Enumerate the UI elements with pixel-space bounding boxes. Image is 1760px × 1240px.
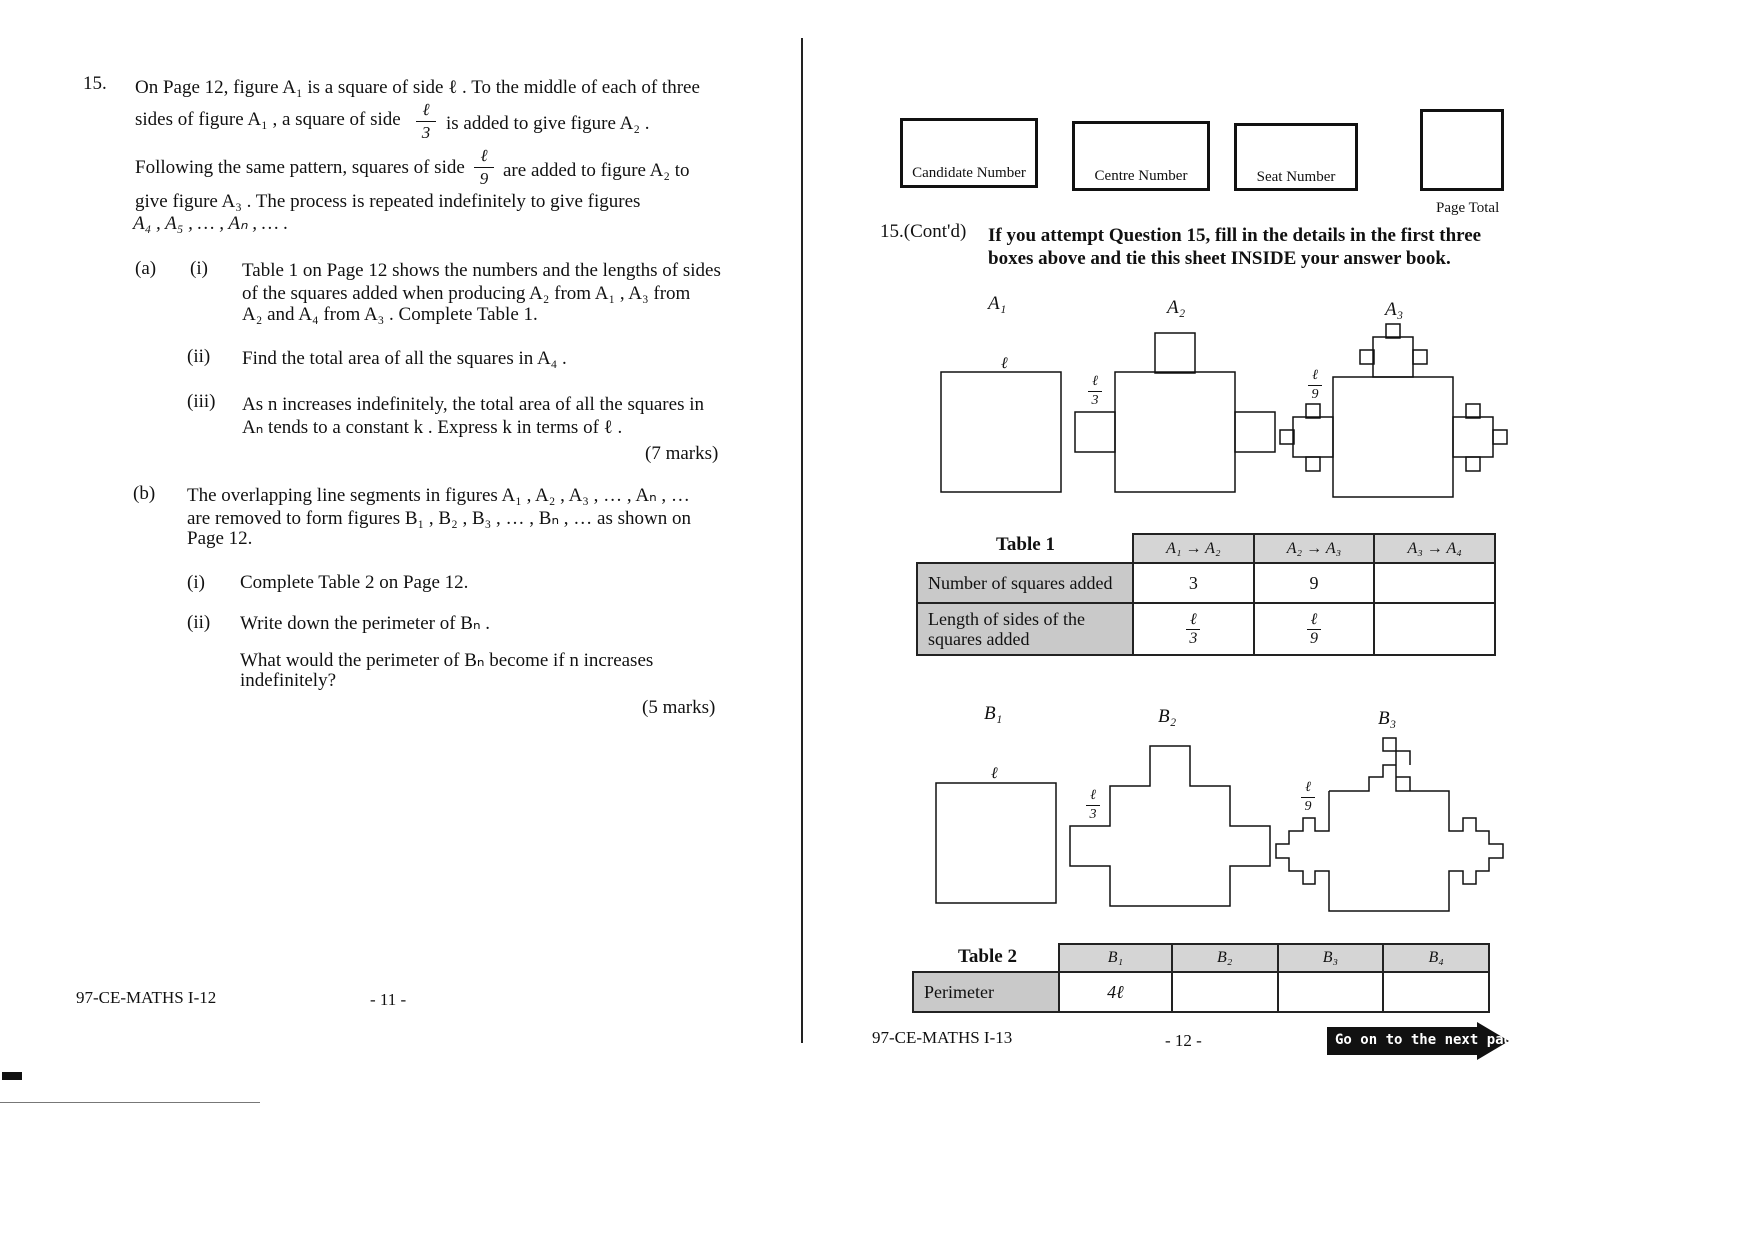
label-b1: B₁ [984, 703, 1003, 724]
scan-mark [2, 1072, 22, 1080]
centre-number-box[interactable] [1072, 121, 1210, 191]
instruction-line-1: If you attempt Question 15, fill in the details in the first three [988, 225, 1482, 246]
part-b-ii-line-2: What would the perimeter of Bₙ become if n increases [240, 650, 654, 671]
page-total-box[interactable] [1420, 109, 1504, 191]
intro-line-3a: Following the same pattern, squares of side [135, 157, 465, 178]
figure-a1-square [941, 372, 1061, 492]
table2-header-2: B₂ [1172, 944, 1278, 972]
part-b-ii-line-3: indefinitely? [240, 670, 337, 691]
footer-code-left: 97-CE-MATHS I-12 [76, 988, 217, 1007]
table1-cell-r2c1: ℓ 3 [1133, 603, 1254, 655]
table-2 [912, 943, 1490, 1013]
cont-label: 15.(Cont'd) [880, 221, 967, 242]
table2-cell-3[interactable] [1278, 972, 1384, 1012]
intro-line-5: A₄ , A₅ , … , Aₙ , … . [133, 213, 289, 234]
figure-a2-left-square [1075, 412, 1115, 452]
fraction-l-over-3: ℓ 3 [416, 100, 436, 143]
part-a-i-line-3: A₂ and A₄ from A₃ . Complete Table 1. [242, 304, 538, 325]
figure-a2-square [1115, 372, 1235, 492]
intro-line-2a: sides of figure A₁ , a square of side [135, 109, 401, 130]
figure-b3-outline [1276, 738, 1503, 911]
table2-header-1: B₁ [1059, 944, 1172, 972]
part-b-marks: (5 marks) [642, 697, 716, 718]
part-b-line-3: Page 12. [187, 528, 253, 549]
part-b-ii-label: (ii) [187, 612, 211, 633]
label-a3: A₃ [1385, 299, 1404, 320]
figures-b-diagram [925, 730, 1515, 920]
table2-title: Table 2 [958, 946, 1017, 967]
part-b-label: (b) [133, 483, 156, 504]
page-divider [801, 38, 803, 1043]
seat-number-box[interactable] [1234, 123, 1358, 191]
table1-cell-r1c2: 9 [1254, 563, 1375, 603]
table2-cell-1: 4ℓ [1059, 972, 1172, 1012]
table1-title: Table 1 [996, 534, 1055, 555]
table1-header-2: A₂ → A₃ [1254, 534, 1375, 563]
intro-line-2b: is added to give figure A₂ . [446, 113, 650, 134]
table1-header-3: A₃ → A₄ [1374, 534, 1495, 563]
part-b-i-label: (i) [187, 572, 205, 593]
part-a-marks: (7 marks) [645, 443, 719, 464]
label-a2: A₂ [1167, 297, 1186, 318]
part-a-iii-line-1: As n increases indefinitely, the total area of all the squares in [242, 394, 704, 415]
part-a-i-label: (i) [190, 258, 208, 279]
fraction-b2-side: ℓ 3 [1086, 788, 1100, 823]
page-number-right: - 12 - [1165, 1031, 1202, 1050]
side-label-a1: ℓ [1001, 355, 1008, 372]
table1-cell-r1c3[interactable] [1374, 563, 1495, 603]
page-total-label: Page Total [1436, 200, 1500, 216]
candidate-number-box[interactable] [900, 118, 1038, 188]
table1-cell-r2c2: ℓ 9 [1254, 603, 1375, 655]
page-number-left: - 11 - [370, 990, 407, 1009]
intro-line-3b: are added to figure A₂ to [503, 160, 690, 181]
figure-a3-square [1333, 377, 1453, 497]
label-b2: B₂ [1158, 706, 1177, 727]
table1-row1-label: Number of squares added [917, 563, 1133, 603]
part-b-line-1: The overlapping line segments in figures A₁ , A₂ , A₃ , … , Aₙ , … [187, 485, 690, 506]
figure-a2-top-square [1155, 333, 1195, 373]
footer-code-right: 97-CE-MATHS I-13 [872, 1028, 1013, 1047]
part-b-i-text: Complete Table 2 on Page 12. [240, 572, 469, 593]
table2-header-4: B₄ [1383, 944, 1489, 972]
table2-cell-4[interactable] [1383, 972, 1489, 1012]
figure-a2-right-square [1235, 412, 1275, 452]
part-a-ii-text: Find the total area of all the squares in A₄ . [242, 348, 567, 369]
part-a-label: (a) [135, 258, 157, 279]
table1-cell-r2c3[interactable] [1374, 603, 1495, 655]
part-a-ii-label: (ii) [187, 346, 211, 367]
figure-b1-square [936, 783, 1056, 903]
intro-line-1: On Page 12, figure A₁ is a square of side ℓ . To the middle of each of three [135, 77, 700, 98]
part-a-iii-line-2: Aₙ tends to a constant k . Express k in terms of ℓ . [242, 417, 623, 438]
table1-header-1: A₁ → A₂ [1133, 534, 1254, 563]
table1-cell-r1c1: 3 [1133, 563, 1254, 603]
table2-row-label: Perimeter [913, 972, 1059, 1012]
fraction-a3-side: ℓ 9 [1308, 368, 1322, 403]
question-number: 15. [83, 73, 107, 94]
next-page-label[interactable]: Go on to the next page [1335, 1032, 1521, 1048]
intro-line-4: give figure A₃ . The process is repeated indefinitely to give figures [135, 191, 641, 212]
fraction-l-over-9: ℓ 9 [474, 146, 494, 189]
part-a-i-line-2: of the squares added when producing A₂ from A₁ , A₃ from [242, 283, 691, 304]
label-a1: A₁ [988, 293, 1007, 314]
table2-header-3: B₃ [1278, 944, 1384, 972]
table2-cell-2[interactable] [1172, 972, 1278, 1012]
table1-row2-label: Length of sides of the squares added [917, 603, 1133, 655]
scan-edge-line [0, 1102, 260, 1103]
side-label-b1: ℓ [991, 765, 998, 782]
centre-number-label: Centre Number [1094, 168, 1188, 184]
figure-b2-outline [1070, 746, 1270, 906]
part-a-i-line-1: Table 1 on Page 12 shows the numbers and the lengths of sides [242, 260, 721, 281]
label-b3: B₃ [1378, 708, 1397, 729]
instruction-line-2: boxes above and tie this sheet INSIDE your answer book. [988, 248, 1451, 269]
fraction-b3-side: ℓ 9 [1301, 780, 1315, 815]
part-a-iii-label: (iii) [187, 391, 216, 412]
candidate-number-label: Candidate Number [912, 165, 1026, 181]
figures-a-diagram [930, 320, 1530, 510]
part-b-line-2: are removed to form figures B₁ , B₂ , B₃ , … , Bₙ , … as shown on [187, 508, 691, 529]
part-b-ii-text: Write down the perimeter of Bₙ . [240, 613, 491, 634]
fraction-a2-side: ℓ 3 [1088, 374, 1102, 409]
seat-number-label: Seat Number [1256, 169, 1336, 185]
table-1 [916, 533, 1496, 656]
